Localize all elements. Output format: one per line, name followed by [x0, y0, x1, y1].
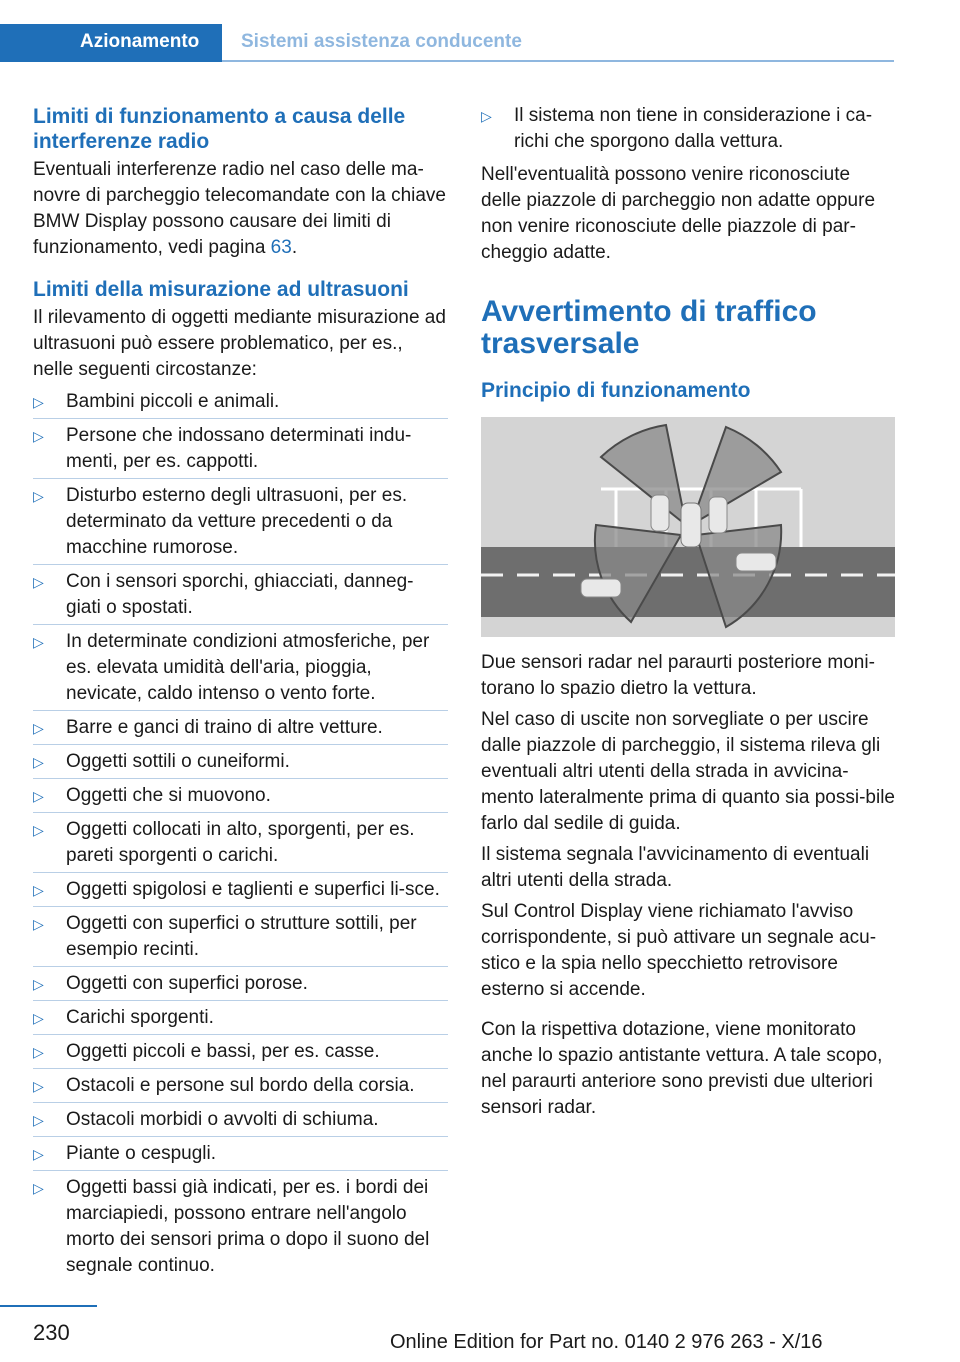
- list-item-text: Oggetti con superfici o strutture sottili, per esempio recinti.: [66, 913, 417, 960]
- list-item: [33, 1034, 448, 1068]
- triangle-bullet-icon: ▷: [33, 1180, 44, 1196]
- list-item-text: Oggetti sottili o cuneiformi.: [66, 751, 290, 772]
- list-item-text: In determinate condizioni atmosferiche, per es. elevata umidità dell'aria, pioggia, nevicate, caldo intenso o vento forte.: [66, 631, 430, 704]
- list-item: [33, 418, 448, 478]
- triangle-bullet-icon: ▷: [33, 634, 44, 650]
- list-item: [33, 478, 448, 564]
- subsection-title: Sistemi assistenza conducente: [241, 31, 522, 52]
- list-item: [481, 103, 895, 155]
- list-item: [33, 1068, 448, 1102]
- triangle-bullet-icon: ▷: [33, 394, 44, 410]
- paragraph-ultrasound-intro: Il rilevamento di oggetti mediante misurazione ad ultrasuoni può essere problematico, per es., nelle seguenti circostanze:: [33, 307, 446, 380]
- paragraph-warning: Il sistema segnala l'avvicinamento di eventuali altri utenti della strada.: [481, 844, 870, 891]
- list-item: [33, 564, 448, 624]
- triangle-bullet-icon: ▷: [33, 788, 44, 804]
- list-item-text: Ostacoli morbidi o avvolti di schiuma.: [66, 1109, 379, 1130]
- list-item-text: Il sistema non tiene in considerazione i ca‐richi che sporgono dalla vettura.: [514, 105, 873, 152]
- heading-operating-principle: Principio di funzionamento: [481, 379, 751, 402]
- paragraph-control-display: Sul Control Display viene richiamato l'avviso corrispondente, si può attivare un segnale acu‐stico e la spia nello specchietto retrovisore esterno si accende.: [481, 901, 877, 1000]
- list-item-text: Piante o cespugli.: [66, 1143, 216, 1164]
- list-item-text: Oggetti con superfici porose.: [66, 973, 308, 994]
- footer-rule: [0, 1305, 97, 1307]
- triangle-bullet-icon: ▷: [33, 916, 44, 932]
- edition-note: Online Edition for Part no. 0140 2 976 263 - X/16: [390, 1331, 823, 1353]
- list-item: [33, 906, 448, 966]
- triangle-bullet-icon: ▷: [33, 574, 44, 590]
- paragraph-text: Eventuali interferenze radio nel caso delle ma‐novre di parcheggio telecomandate con la chiave BMW Display possono causare dei limiti di funzionamento, vedi pagina: [33, 159, 446, 258]
- triangle-bullet-icon: ▷: [33, 822, 44, 838]
- triangle-bullet-icon: ▷: [33, 1044, 44, 1060]
- continued-list: [481, 103, 895, 155]
- paragraph-end: .: [291, 237, 298, 258]
- triangle-bullet-icon: ▷: [33, 1010, 44, 1026]
- list-item: [33, 710, 448, 744]
- right-column: [481, 100, 895, 1121]
- list-item-text: Carichi sporgenti.: [66, 1007, 214, 1028]
- list-item: [33, 1000, 448, 1034]
- section-tab: [0, 24, 222, 62]
- list-item-text: Oggetti bassi già indicati, per es. i bordi dei marciapiedi, possono entrare nell'angolo morto dei sensori prima o dopo il suono del segnale continuo.: [66, 1177, 430, 1276]
- list-item: [33, 389, 448, 418]
- list-item-text: Oggetti piccoli e bassi, per es. casse.: [66, 1041, 380, 1062]
- heading-ultrasound-limits: Limiti della misurazione ad ultrasuoni: [33, 278, 409, 301]
- triangle-bullet-icon: ▷: [33, 488, 44, 504]
- left-column: [33, 100, 448, 1282]
- list-item-text: Persone che indossano determinati indu‐menti, per es. cappotti.: [66, 425, 412, 472]
- section-title: Azionamento: [80, 31, 200, 52]
- list-item: [33, 1136, 448, 1170]
- paragraph-radio-interference: [33, 157, 448, 261]
- list-item: [33, 778, 448, 812]
- list-item-text: Oggetti che si muovono.: [66, 785, 271, 806]
- triangle-bullet-icon: ▷: [33, 428, 44, 444]
- triangle-bullet-icon: ▷: [33, 976, 44, 992]
- page-link[interactable]: 63: [270, 237, 292, 258]
- list-item-text: Oggetti spigolosi e taglienti e superfici li‐sce.: [66, 879, 440, 900]
- heading-cross-traffic: Avvertimento di traffico trasversale: [481, 295, 817, 360]
- triangle-bullet-icon: ▷: [33, 720, 44, 736]
- triangle-bullet-icon: ▷: [33, 1146, 44, 1162]
- list-item-text: Ostacoli e persone sul bordo della corsia.: [66, 1075, 415, 1096]
- list-item-text: Bambini piccoli e animali.: [66, 391, 280, 412]
- triangle-bullet-icon: ▷: [33, 754, 44, 770]
- list-item: [33, 872, 448, 906]
- list-item-text: Oggetti collocati in alto, sporgenti, per es. pareti sporgenti o carichi.: [66, 819, 415, 866]
- cross-traffic-illustration: [481, 417, 895, 637]
- paragraph-radar-sensors: Due sensori radar nel paraurti posteriore moni‐torano lo spazio dietro la vettura.: [481, 652, 875, 699]
- paragraph-front-sensors: Con la rispettiva dotazione, viene monitorato anche lo spazio antistante vettura. A tale scopo, nel paraurti anteriore sono previsti due ulteriori sensori radar.: [481, 1019, 883, 1118]
- list-item: [33, 1102, 448, 1136]
- list-item: [33, 1170, 448, 1282]
- triangle-bullet-icon: ▷: [33, 882, 44, 898]
- triangle-bullet-icon: ▷: [33, 1112, 44, 1128]
- subsection-tab: [222, 24, 894, 62]
- triangle-bullet-icon: ▷: [481, 108, 492, 124]
- heading-radio-interference: Limiti di funzionamento a causa delle interferenze radio: [33, 105, 406, 153]
- list-item: [33, 966, 448, 1000]
- list-item-text: Barre e ganci di traino di altre vetture.: [66, 717, 383, 738]
- road: [481, 547, 895, 617]
- page-header: [0, 24, 894, 62]
- radar-zones-diagram: [481, 417, 895, 637]
- paragraph-parking-spaces: Nell'eventualità possono venire riconosciute delle piazzole di parcheggio non adatte oppure non venire riconosciute delle piazzole di par‐cheggio adatte.: [481, 164, 876, 263]
- paragraph-detection: Nel caso di uscite non sorvegliate o per uscire dalle piazzole di parcheggio, il sistema rileva gli eventuali altri utenti della strada in avvicina‐mento lateralmente prima di quanto sia possi‐bile farlo dal sedile di guida.: [481, 709, 895, 834]
- list-item: [33, 812, 448, 872]
- list-item-text: Disturbo esterno degli ultrasuoni, per es. determinato da vetture precedenti o da macchine rumorose.: [66, 485, 408, 558]
- list-item: [33, 624, 448, 710]
- triangle-bullet-icon: ▷: [33, 1078, 44, 1094]
- list-item: [33, 744, 448, 778]
- list-item-text: Con i sensori sporchi, ghiacciati, danneg‐giati o spostati.: [66, 571, 414, 618]
- page-number: 230: [33, 1320, 70, 1345]
- limitations-list: [33, 389, 448, 1282]
